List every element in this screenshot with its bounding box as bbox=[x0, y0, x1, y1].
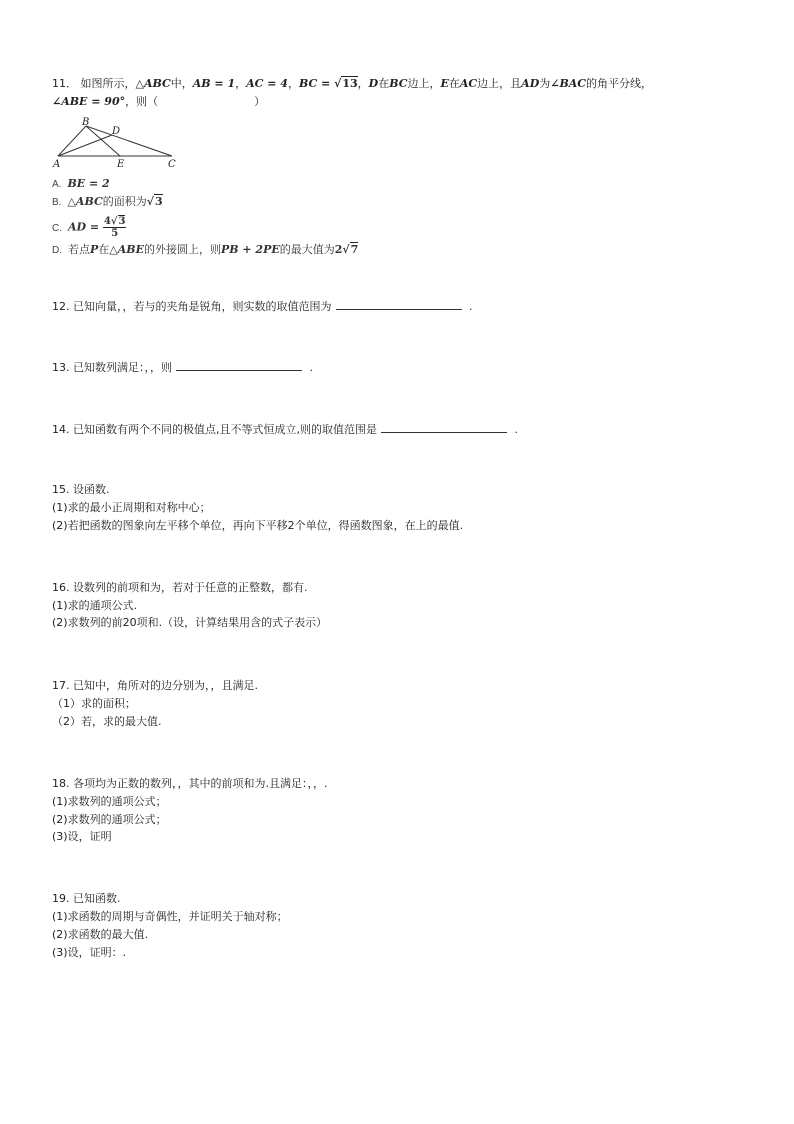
q11-option-c: C. AD = $\frac{4√3}{5}$ bbox=[52, 216, 126, 239]
q19-part3: (3)设，证明：. bbox=[52, 946, 127, 959]
q18-stem: 18. 各项均为正数的数列，，其中的前项和为.且满足：，，. bbox=[52, 777, 328, 790]
q12-answer-blank[interactable] bbox=[336, 298, 462, 310]
q19-part2: (2)求函数的最大值. bbox=[52, 928, 149, 941]
q11-stem-line2: ∠ABE = 90°，则（ ） bbox=[52, 95, 266, 108]
triangle-figure bbox=[50, 116, 190, 170]
label-b: B bbox=[82, 117, 90, 128]
q11-stem-line1: 11． 如图所示，△ABC中，AB = 1，AC = 4，BC = √13，D在BC边上，E在AC边上，且AD为∠BAC的角平分线， bbox=[52, 77, 653, 90]
q15-stem: 15. 设函数. bbox=[52, 483, 110, 496]
label-c: C bbox=[168, 159, 176, 170]
q14-stem: 14. 已知函数有两个不同的极值点,且不等式恒成立,则的取值范围是 . bbox=[52, 423, 518, 436]
q15-part1: (1)求的最小正周期和对称中心； bbox=[52, 501, 211, 514]
q18-part1: (1)求数列的通项公式； bbox=[52, 795, 167, 808]
q16-part1: (1)求的通项公式. bbox=[52, 599, 138, 612]
q16-stem: 16. 设数列的前项和为，若对于任意的正整数，都有. bbox=[52, 581, 308, 594]
segment-ab bbox=[58, 126, 86, 156]
q17-stem: 17. 已知中，角所对的边分别为，，且满足. bbox=[52, 679, 258, 692]
q13-stem: 13. 已知数列满足：，，则 . bbox=[52, 361, 313, 374]
q19-part1: (1)求函数的周期与奇偶性，并证明关于轴对称； bbox=[52, 910, 288, 923]
q14-answer-blank[interactable] bbox=[381, 421, 507, 433]
q11-option-b: B. △ABC的面积为√3 bbox=[52, 195, 163, 208]
segment-ad bbox=[58, 135, 112, 156]
q11-option-a: A. BE = 2 bbox=[52, 177, 110, 190]
q11-option-d: D. 若点P在△ABE的外接圆上，则PB + 2PE的最大值为2√7 bbox=[52, 243, 359, 256]
label-a: A bbox=[53, 159, 61, 170]
segment-bc bbox=[86, 126, 172, 156]
q18-part3: (3)设，证明 bbox=[52, 830, 112, 843]
q17-part1: （1）求的面积； bbox=[52, 697, 136, 710]
label-e: E bbox=[117, 159, 125, 170]
q18-part2: (2)求数列的通项公式； bbox=[52, 813, 167, 826]
q15-part2: (2)若把函数的图象向左平移个单位，再向下平移2个单位，得函数图象，在上的最值. bbox=[52, 519, 464, 532]
q12-stem: 12. 已知向量，，若与的夹角是锐角，则实数的取值范围为 . bbox=[52, 300, 473, 313]
q13-answer-blank[interactable] bbox=[176, 359, 302, 371]
q17-part2: （2）若，求的最大值. bbox=[52, 715, 162, 728]
q19-stem: 19. 已知函数. bbox=[52, 892, 121, 905]
q16-part2: (2)求数列的前20项和.（设，计算结果用含的式子表示） bbox=[52, 616, 328, 629]
label-d: D bbox=[112, 126, 121, 137]
